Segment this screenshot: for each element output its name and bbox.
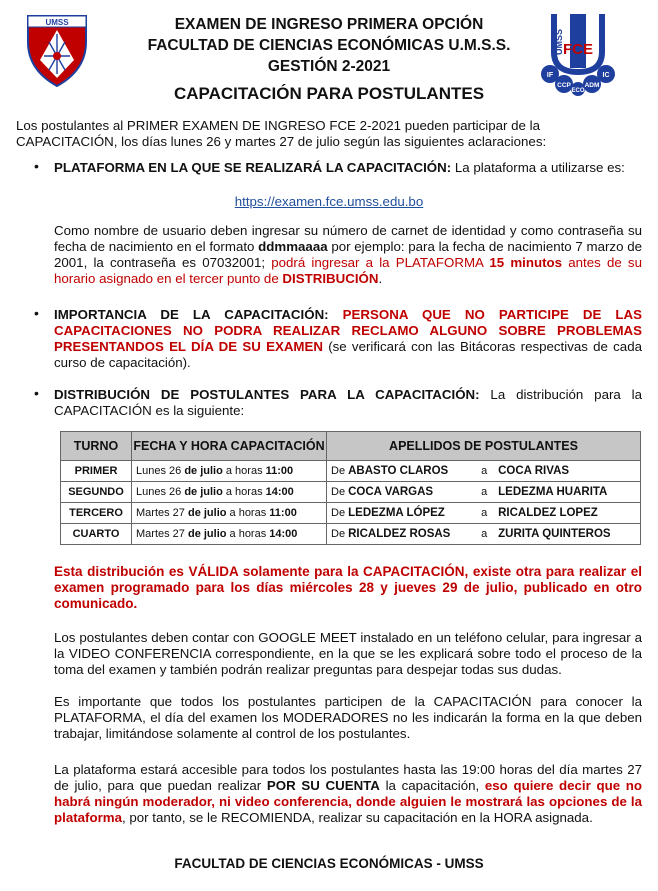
bullet-2: • (34, 305, 39, 321)
fce-logo-ic: IC (602, 72, 610, 79)
fecha-month: de julio (184, 465, 223, 477)
fecha-at: a horas (222, 465, 266, 477)
bullet-1: • (34, 158, 39, 174)
fecha-time: 14:00 (269, 528, 298, 540)
access-text-e: , por tanto, se le RECOMIENDA, realizar su capacitación en la HORA asignada. (121, 810, 593, 825)
section-importance-heading: IMPORTANCIA DE LA CAPACITACIÓN: (54, 307, 329, 322)
access-note-minutes: 15 minutos (489, 255, 563, 270)
access-note-distribucion: DISTRIBUCIÓN (282, 271, 379, 286)
access-note-c: antes de su horario asignado en el tercer punto de (54, 255, 642, 286)
apellidos-cell (327, 461, 641, 482)
fce-logo-eco: ECO (571, 88, 585, 94)
access-text-warning: eso quiere decir que no habrá ningún moderador, ni video conferencia, donde alguien le mostrará las opciones de la plataforma (54, 778, 643, 825)
importance-paragraph: Es importante que todos los postulantes participen de la CAPACITACIÓN para conocer la PLATAFORMA, el día del examen los MODERADORES no les indicarán la forma en la que deben trabajar, limitándose solamente al control de los postulantes. (54, 694, 642, 741)
access-paragraph (54, 762, 642, 826)
section-importance-warning: PERSONA QUE NO PARTICIPE DE LAS CAPACITACIONES NO PODRA REALIZAR RECLAMO ALGUNO SOBRE PROBLEMAS PRESENTANDOS EL DÍA DE SU EXAMEN (54, 307, 642, 354)
apellidos-from: ABASTO CLAROS (348, 465, 449, 477)
apellidos-to: LEDEZMA HUARITA (498, 486, 608, 498)
fce-logo-umss: UMSS (554, 28, 564, 56)
apellidos-from: LEDEZMA LÓPEZ (348, 507, 445, 519)
table-row (61, 524, 641, 545)
section-distribution (54, 387, 642, 419)
table-header-row (61, 432, 641, 461)
access-text-own: POR SU CUENTA (266, 778, 380, 793)
fce-logo-ccp: CCP (557, 82, 571, 89)
title-line-3: GESTIÓN 2-2021 (267, 58, 391, 75)
table-row (61, 461, 641, 482)
google-meet-paragraph: Los postulantes deben contar con GOOGLE MEET instalado en un teléfono celular, para ingresar a la VIDEO CONFERENCIA correspondiente, en la que se les explicará sobre todo el proceso de la toma del examen y también podrán realizar preguntas para despejar todas sus dudas. (54, 630, 642, 677)
fecha-month: de julio (184, 486, 223, 498)
fce-logo (536, 12, 620, 96)
table-row (61, 503, 641, 524)
fecha-day: Martes 27 (136, 507, 188, 519)
turno-cell: SEGUNDO (61, 482, 132, 503)
apellidos-a: a (481, 486, 488, 498)
section-platform-text: La plataforma a utilizarse es: (451, 160, 625, 175)
apellidos-a: a (481, 507, 488, 519)
apellidos-de: De (331, 486, 349, 498)
platform-link[interactable]: https://examen.fce.umss.edu.bo (234, 194, 424, 209)
fce-logo-adm: ADM (584, 82, 600, 89)
apellidos-a: a (481, 528, 488, 540)
turno-cell: CUARTO (61, 524, 132, 545)
table-row (61, 482, 641, 503)
validity-notice: Esta distribución es VÁLIDA solamente para la CAPACITACIÓN, existe otra para realizar el examen programado para los días miércoles 28 y jueves 29 de julio, publicado en otro comunicado. (54, 564, 642, 611)
access-text-c: la capacitación, (379, 778, 485, 793)
bullet-3: • (34, 385, 39, 401)
fecha-at: a horas (222, 486, 266, 498)
access-text-a: La plataforma estará accesible para todos los postulantes hasta las 19:00 horas del día martes 27 de julio, para que puedan realizar (54, 762, 642, 793)
fecha-month: de julio (187, 528, 227, 540)
section-platform-heading: PLATAFORMA EN LA QUE SE REALIZARÁ LA CAPACITACIÓN: (54, 160, 452, 175)
fecha-day: Lunes 26 (136, 465, 185, 477)
fecha-time: 11:00 (269, 507, 297, 519)
title-line-1: EXAMEN DE INGRESO PRIMERA OPCIÓN (174, 16, 484, 33)
turno-cell: TERCERO (61, 503, 132, 524)
apellidos-from: COCA VARGAS (348, 486, 434, 498)
credentials-paragraph (54, 223, 642, 287)
fecha-day: Martes 27 (136, 528, 188, 540)
fce-logo-fce: FCE (563, 41, 593, 58)
header-turno: TURNO (61, 432, 132, 461)
apellidos-a: a (481, 465, 488, 477)
fecha-cell (132, 503, 327, 524)
umss-logo-text: UMSS (45, 18, 69, 27)
apellidos-de: De (331, 465, 349, 477)
apellidos-from: RICALDEZ ROSAS (348, 528, 451, 540)
fecha-cell (132, 482, 327, 503)
section-distribution-heading: DISTRIBUCIÓN DE POSTULANTES PARA LA CAPACITACIÓN: (54, 387, 480, 402)
title-line-2: FACULTAD DE CIENCIAS ECONÓMICAS U.M.S.S. (147, 37, 511, 54)
section-platform (54, 160, 642, 176)
apellidos-cell (327, 482, 641, 503)
fecha-cell (132, 524, 327, 545)
intro-paragraph: Los postulantes al PRIMER EXAMEN DE INGRESO FCE 2-2021 pueden participar de la CAPACITACIÓN, los días lunes 26 y martes 27 de julio según las siguientes aclaraciones: (16, 118, 547, 149)
apellidos-to: RICALDEZ LOPEZ (498, 507, 598, 519)
section-importance-text: (se verificará con las Bitácoras respectivas de cada curso de capacitación). (54, 339, 642, 370)
fecha-time: 11:00 (265, 465, 294, 477)
apellidos-cell (327, 524, 641, 545)
header-fecha: FECHA Y HORA CAPACITACIÓN (132, 432, 327, 461)
credentials-text-b: por ejemplo: para la fecha de nacimiento 7 marzo de 2001, la contraseña es 07032001; (54, 239, 642, 270)
turno-cell: PRIMER (61, 461, 132, 482)
access-note-end: . (378, 271, 383, 286)
fecha-day: Lunes 26 (136, 486, 185, 498)
date-format: ddmmaaaa (258, 239, 328, 254)
distribution-table (60, 431, 641, 545)
apellidos-to: COCA RIVAS (498, 465, 570, 477)
apellidos-de: De (331, 528, 349, 540)
fecha-month: de julio (187, 507, 227, 519)
access-note-a: podrá ingresar a la PLATAFORMA (271, 255, 490, 270)
fecha-cell (132, 461, 327, 482)
credentials-text-a: Como nombre de usuario deben ingresar su número de carnet de identidad y como contraseña su fecha de nacimiento en el formato (54, 223, 642, 254)
fecha-at: a horas (226, 528, 270, 540)
apellidos-de: De (331, 507, 349, 519)
umss-logo (22, 8, 92, 88)
section-importance (54, 307, 642, 371)
apellidos-to: ZURITA QUINTEROS (498, 528, 611, 540)
title-line-4: CAPACITACIÓN PARA POSTULANTES (173, 84, 485, 103)
section-distribution-text: La distribución para la CAPACITACIÓN es la siguiente: (54, 387, 642, 418)
footer: FACULTAD DE CIENCIAS ECONÓMICAS - UMSS (174, 856, 484, 871)
fecha-time: 14:00 (265, 486, 294, 498)
fecha-at: a horas (226, 507, 270, 519)
apellidos-cell (327, 503, 641, 524)
fce-logo-if: IF (546, 72, 554, 79)
header-apellidos: APELLIDOS DE POSTULANTES (327, 432, 641, 461)
